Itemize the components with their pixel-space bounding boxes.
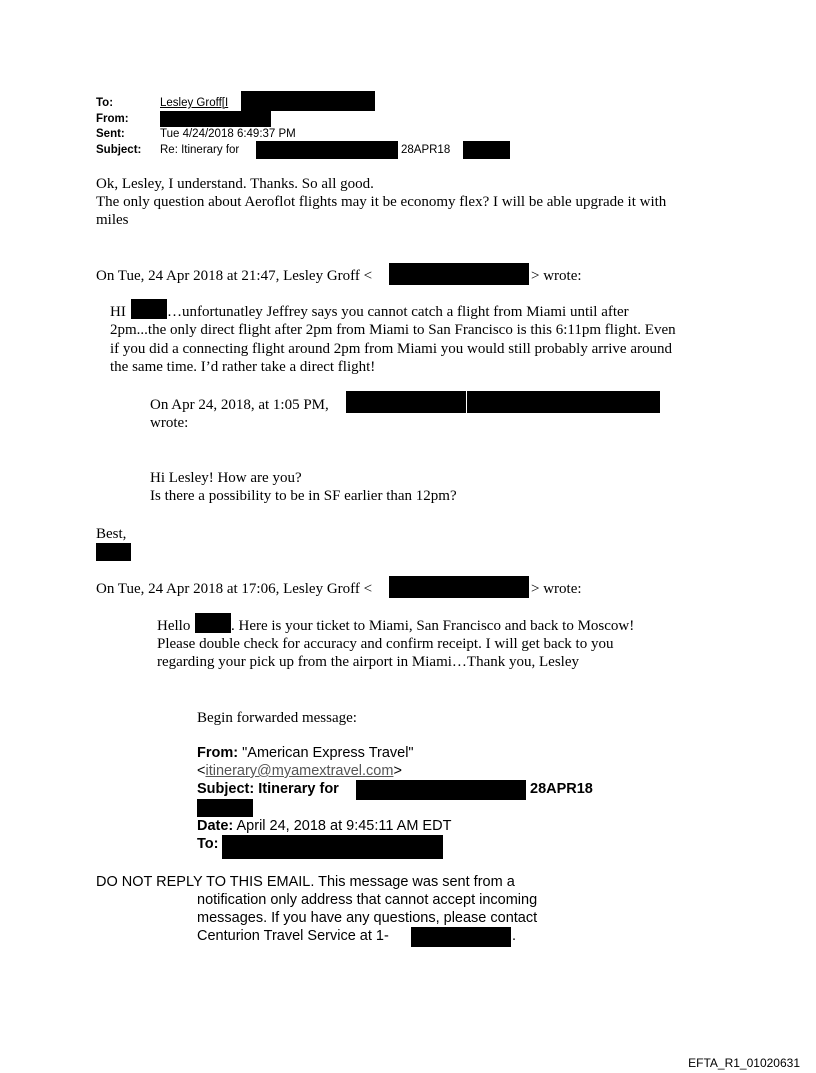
redaction-box [131, 299, 167, 319]
redaction-box [346, 391, 466, 413]
forwarded-subject-label: Subject: [197, 781, 255, 797]
bracket-open: < [197, 763, 206, 779]
notice-line-end: . [512, 928, 517, 944]
subject-value: Re: Itinerary for [160, 144, 240, 156]
quote-line: …unfortunatley Jeffrey says you cannot catch a flight from Miami until after [167, 304, 629, 320]
from-label: From: [96, 113, 129, 125]
quote-line: Please double check for accuracy and confirm receipt. I will get back to you [157, 636, 614, 652]
redaction-box [467, 391, 660, 413]
quote-greeting: HI [110, 304, 126, 320]
redaction-box [411, 927, 511, 947]
quote-header-suffix: > wrote: [531, 581, 582, 597]
bracket-close: > [393, 763, 402, 779]
to-value: Lesley Groff[I [160, 97, 229, 109]
forwarded-subject-value: Itinerary for [258, 781, 339, 797]
to-label: To: [96, 97, 114, 109]
signoff-best: Best, [96, 526, 127, 542]
redaction-box [197, 799, 253, 817]
forwarded-date-value: April 24, 2018 at 9:45:11 AM EDT [236, 818, 452, 834]
forwarded-from [197, 745, 414, 762]
quote-header-prefix: On Tue, 24 Apr 2018 at 21:47, Lesley Groff < [96, 268, 373, 284]
quote-wrote: wrote: [150, 415, 189, 431]
notice-line: messages. If you have any questions, please contact [197, 910, 538, 926]
redaction-box [241, 91, 375, 111]
notice-line: DO NOT REPLY TO THIS EMAIL. This message was sent from a [96, 874, 515, 890]
document-id: EFTA_R1_01020631 [688, 1056, 800, 1070]
notice-line: Centurion Travel Service at 1- [197, 928, 389, 944]
redaction-box [356, 780, 526, 800]
quote-line: 2pm...the only direct flight after 2pm from Miami to San Francisco is this 6:11pm flight. Even [110, 322, 676, 338]
redaction-box [96, 543, 131, 561]
quote-header-suffix: > wrote: [531, 268, 582, 284]
quote-line: regarding your pick up from the airport in Miami…Thank you, Lesley [157, 654, 579, 670]
redaction-box [195, 613, 231, 633]
forwarded-subject [197, 781, 339, 798]
forwarded-from-value: "American Express Travel" [242, 745, 414, 761]
notice-line: notification only address that cannot accept incoming [197, 892, 538, 908]
email-link[interactable]: itinerary@myamextravel.com [205, 763, 394, 779]
reply-line: The only question about Aeroflot flights may it be economy flex? I will be able upgrade it with [96, 194, 667, 210]
forwarded-from-email [197, 763, 402, 780]
quote-line: . Here is your ticket to Miami, San Francisco and back to Moscow! [231, 618, 635, 634]
forwarded-begin: Begin forwarded message: [197, 710, 357, 726]
forwarded-subject-date: 28APR18 [530, 781, 593, 797]
forwarded-from-label: From: [197, 745, 239, 761]
redaction-box [222, 835, 443, 859]
sent-value: Tue 4/24/2018 6:49:37 PM [160, 128, 296, 140]
redaction-box [256, 141, 398, 159]
reply-line: Ok, Lesley, I understand. Thanks. So all good. [96, 176, 374, 192]
quote-line: Is there a possibility to be in SF earlier than 12pm? [150, 488, 457, 504]
reply-line: miles [96, 212, 129, 228]
forwarded-date [197, 818, 451, 835]
sent-label: Sent: [96, 128, 125, 140]
quote-line: Hi Lesley! How are you? [150, 470, 302, 486]
redaction-box [389, 576, 529, 598]
forwarded-to-label: To: [197, 836, 219, 852]
quote-header-prefix: On Apr 24, 2018, at 1:05 PM, [150, 397, 329, 413]
quote-line: the same time. I’d rather take a direct flight! [110, 359, 376, 375]
quote-header-prefix: On Tue, 24 Apr 2018 at 17:06, Lesley Groff < [96, 581, 373, 597]
redaction-box [160, 111, 271, 127]
subject-date: 28APR18 [401, 144, 451, 156]
redaction-box [389, 263, 529, 285]
subject-label: Subject: [96, 144, 142, 156]
forwarded-date-label: Date: [197, 818, 234, 834]
quote-line: if you did a connecting flight around 2pm from Miami you would still probably arrive around [110, 341, 672, 357]
redaction-box [463, 141, 510, 159]
quote-greeting: Hello [157, 618, 191, 634]
